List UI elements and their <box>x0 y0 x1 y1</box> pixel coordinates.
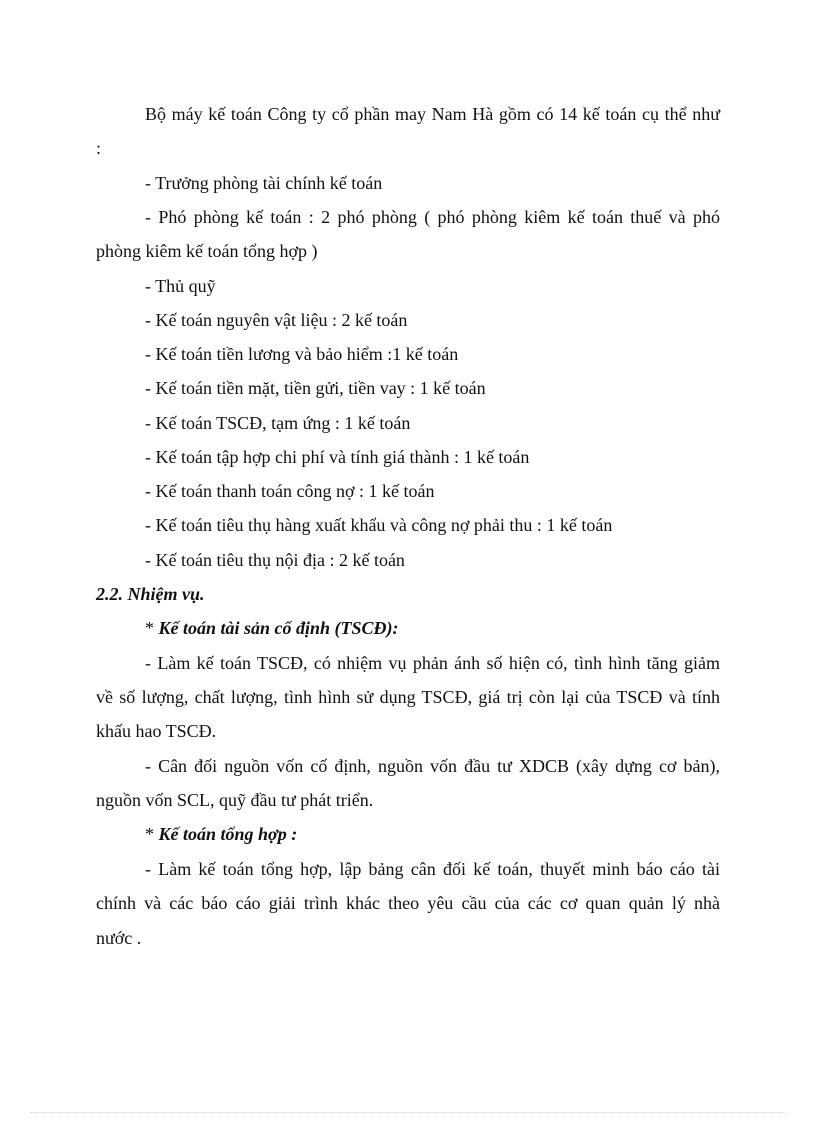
general-para-line: - Làm kế toán tổng hợp, lập bảng cân đối kế toán, thuyết minh báo cáo tài <box>145 859 720 879</box>
staff-item: - Kế toán tập hợp chi phí và tính giá thành : 1 kế toán <box>145 447 530 467</box>
staff-item: - Phó phòng kế toán : 2 phó phòng ( phó phòng kiêm kế toán thuế và phó <box>145 207 720 227</box>
staff-item: - Trưởng phòng tài chính kế toán <box>145 173 383 193</box>
fixed-assets-para2-line: nguồn vốn SCL, quỹ đầu tư phát triển. <box>96 790 374 810</box>
staff-item: - Kế toán tiền lương và bảo hiểm :1 kế toán <box>145 344 459 364</box>
staff-item: - Kế toán nguyên vật liệu : 2 kế toán <box>145 310 408 330</box>
intro-line-2: : <box>96 138 102 158</box>
bullet-star: * <box>145 824 154 844</box>
staff-item: - Thủ quỹ <box>145 276 216 296</box>
fixed-assets-title: Kế toán tài sản cố định (TSCĐ): <box>158 618 399 638</box>
staff-item-continuation: phòng kiêm kế toán tổng hợp ) <box>96 241 318 261</box>
fixed-assets-para1-line: về số lượng, chất lượng, tình hình sử dụng TSCĐ, giá trị còn lại của TSCĐ và tính <box>96 687 720 707</box>
staff-item: - Kế toán tiêu thụ hàng xuất khẩu và công nợ phải thu : 1 kế toán <box>145 515 613 535</box>
general-accounting-subheading <box>145 817 720 851</box>
staff-item: - Kế toán tiền mặt, tiền gửi, tiền vay : 1 kế toán <box>145 378 486 398</box>
staff-item: - Kế toán TSCĐ, tạm ứng : 1 kế toán <box>145 413 411 433</box>
fixed-assets-subheading <box>145 611 720 645</box>
staff-item: - Kế toán thanh toán công nợ : 1 kế toán <box>145 481 435 501</box>
general-para-line: chính và các báo cáo giải trình khác theo yêu cầu của các cơ quan quản lý nhà <box>96 893 720 913</box>
section-heading: 2.2. Nhiệm vụ. <box>96 584 205 604</box>
page-bottom-divider <box>30 1112 786 1113</box>
fixed-assets-para1-line: khấu hao TSCĐ. <box>96 721 217 741</box>
fixed-assets-para2-line: - Cân đối nguồn vốn cố định, nguồn vốn đầu tư XDCB (xây dựng cơ bản), <box>145 756 720 776</box>
general-accounting-title: Kế toán tổng hợp : <box>158 824 298 844</box>
fixed-assets-para1-line: - Làm kế toán TSCĐ, có nhiệm vụ phản ánh số hiện có, tình hình tăng giảm <box>145 653 720 673</box>
intro-line-1: Bộ máy kế toán Công ty cổ phần may Nam Hà gồm có 14 kế toán cụ thể như <box>145 104 720 124</box>
bullet-star: * <box>145 618 154 638</box>
staff-item: - Kế toán tiêu thụ nội địa : 2 kế toán <box>145 550 405 570</box>
general-para-line: nước . <box>96 928 142 948</box>
